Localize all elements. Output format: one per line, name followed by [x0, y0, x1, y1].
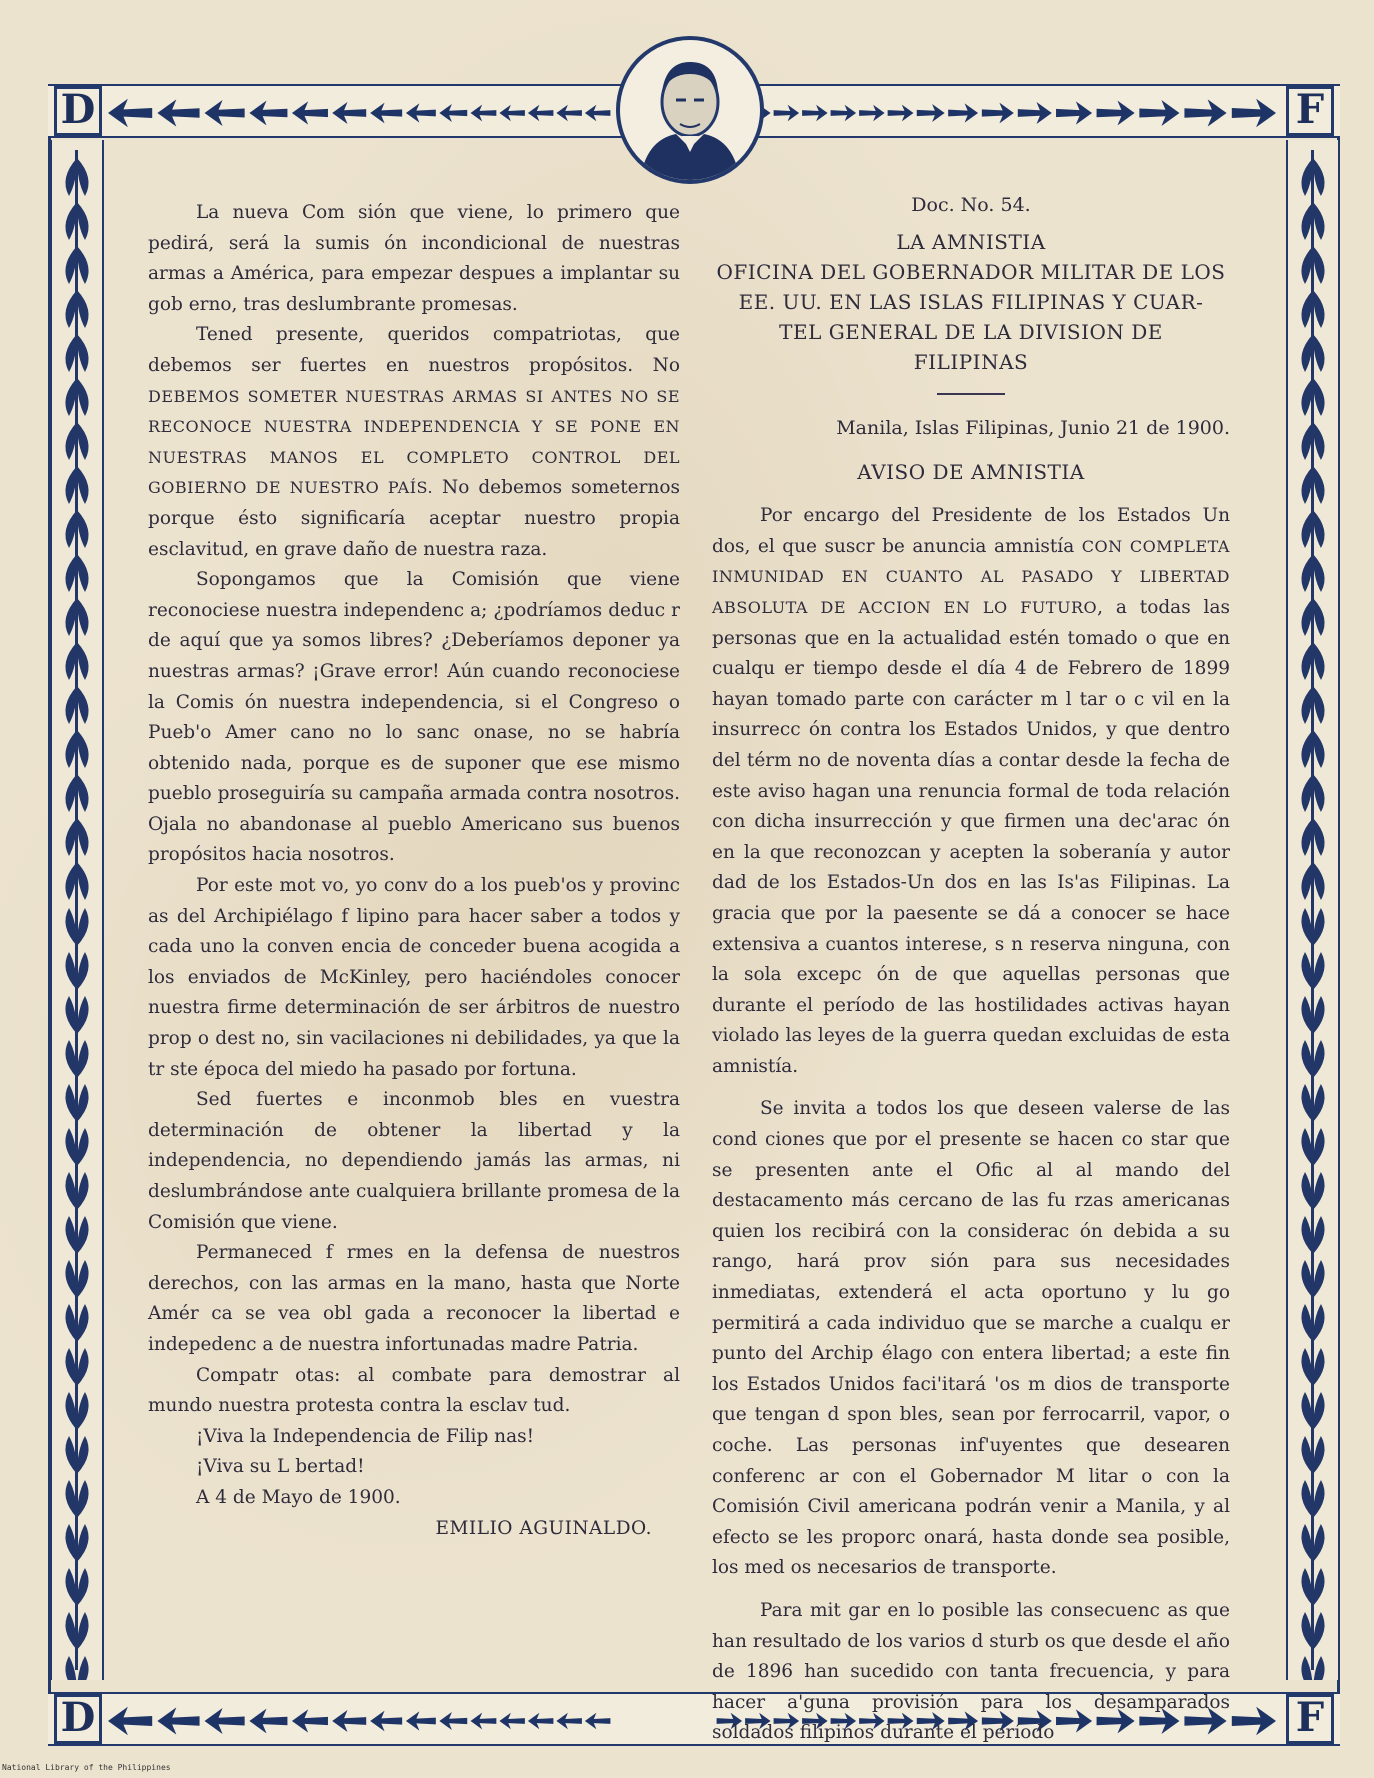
amnesty-notice-column — [712, 190, 1230, 1749]
notice-title: AVISO DE AMNISTIA — [857, 460, 1085, 485]
title-line-4: TEL GENERAL DE LA DIVISION DE — [779, 319, 1163, 344]
proclamation-paragraph-3: Sopongamos que la Comisión que viene reconociese nuestra independenc a; ¿podríamos deduc r de aquí que ya somos libres? ¿Deberíamos deponer ya nuestras armas? ¡Grave error! Aún cuando reconociese la Comis ón nuestra independencia, si el Congreso o Pueb'o Amer cano no lo sanc onase, no se habría obtenido nada, porque es de suponer que ese mismo pueblo proseguiría su campaña armada contra nosotros. Ojala no abandonase al pueblo Americano sus buenos propósitos hacia nosotros. — [148, 569, 680, 866]
corner-letter-top-left: D — [54, 86, 102, 136]
aguinaldo-proclamation-column — [148, 198, 680, 1544]
proclamation-paragraph-6: Permaneced f rmes en la defensa de nuestros derechos, con las armas en la mano, hasta que Norte Amér ca se vea obl gada a reconocer la libertad e indepedenc a de nuestra infortunadas madre Patria. — [148, 1242, 680, 1355]
corner-letter-bottom-right: F — [1286, 1694, 1334, 1744]
notice-paragraph-2: Se invita a todos los que deseen valerse de las cond ciones que por el presente se hacen co star que se presenten ante el Ofic al al mando del destacamento más cercano de las fu rzas americanas quien los recibirá con la considerac ón debida a su rango, hará prov sión para sus necesidades inmediatas, extenderá el acta oportuno y lu go permitirá a cada individuo que se marche a cualqu er punto del Archip élago con entera libertad; a este fin los Estados Unidos faci'itará 'os m dios de transporte que tengan d spon bles, sean por ferrocarril, vapor, o coche. Las personas inf'uyentes que desearen conferenc ar con el Gobernador M litar o con la Comisión Civil americana podrán venir a Manila, y al efecto se les proporc onará, hasta donde sea posible, los med os necesarios de transporte. — [712, 1098, 1230, 1579]
notice-paragraph-1 — [712, 501, 1230, 1082]
corner-letter-top-right: F — [1286, 86, 1334, 136]
proclamation-caps-text: DEBEMOS SOMETER NUESTRAS ARMAS SI ANTES NO SE RECONOCE NUESTRA INDEPENDENCIA Y SE PONE EN NUESTRAS MANOS EL COMPLETO CONTROL DEL GOBIERNO DE NUESTRO PAÍS. — [148, 386, 680, 498]
left-vine-border — [50, 140, 104, 1680]
notice-paragraph-1-caps: CON COMPLETA INMUNIDAD EN CUANTO AL PASADO Y LIBERTAD ABSOLUTA DE ACCION EN LO FUTURO — [712, 536, 1230, 617]
right-leaf-ornaments — [1288, 140, 1338, 1680]
proclamation-caps-continuation: No debemos someternos porque ésto significaría aceptar nuestro propia esclavitud, en grave daño de nuestra raza. — [148, 477, 680, 560]
title-line-2: OFICINA DEL GOBERNADOR MILITAR DE LOS — [716, 259, 1226, 284]
library-footer: National Library of the Philippines — [2, 1763, 171, 1772]
proclamation-paragraph-2 — [148, 320, 680, 565]
notice-paragraph-3: Para mit gar en lo posible las consecuenc as que han resultado de los varios d sturb os que desde el año de 1896 han sucedido con tanta frecuencia, y para hacer a'guna provisión para los desamparados soldados filipinos durante el período — [712, 1599, 1230, 1744]
proclamation-date: A 4 de Mayo de 1900. — [196, 1486, 401, 1508]
signature: EMILIO AGUINALDO. — [435, 1517, 652, 1539]
notice-paragraph-1-start: Por encargo del Presidente de los Estados Un dos, el que suscr be anuncia amnistía — [712, 505, 1230, 557]
left-leaf-ornaments — [52, 140, 102, 1680]
proclamation-paragraph-7: Compatr otas: al combate para demostrar al mundo nuestra protesta contra la esclav tud. — [148, 1364, 680, 1417]
title-line-5: FILIPINAS — [913, 349, 1029, 374]
portrait-medallion-icon — [616, 36, 764, 184]
viva-line-1: ¡Viva la Independencia de Filip nas! — [196, 1425, 535, 1447]
doc-number: Doc. No. 54. — [911, 194, 1031, 216]
notice-paragraph-1-end: , a todas las personas que en la actualidad estén tomado o que en cualqu er tiempo desde el día 4 de Febrero de 1899 hayan tomado parte con carácter m l tar o c vil en la insurrecc ón contra los Estados Unidos, y que dentro del térm no de noventa días a contar desde la fecha de este aviso hagan una renuncia formal de toda relación con dicha insurrección y que firmen una dec'arac ón en la que reconozcan y acepten la soberanía y autor dad de los Estados-Un dos en las Is'as Filipinas. La gracia que por la paesente se dá a conocer se hace extensiva a cuantos interese, s n reserva ninguna, con la sola excepc ón de que aquellas personas que durante el período de las hostilidades activas hayan violado las leyes de la guerra quedan excluidas de esta amnistía. — [712, 596, 1230, 1077]
title-line-3: EE. UU. EN LAS ISLAS FILIPINAS Y CUAR- — [738, 289, 1204, 314]
title-rule — [937, 393, 1005, 395]
proclamation-paragraph-1: La nueva Com sión que viene, lo primero que pedirá, será la sumis ón incondicional de nuestras armas a América, para empezar despues a implantar su gob erno, tras deslumbrante promesas. — [148, 202, 680, 315]
place-and-date: Manila, Islas Filipinas, Junio 21 de 1900. — [836, 416, 1230, 439]
proclamation-paragraph-2-text: Tened presente, queridos compatriotas, que debemos ser fuertes en nuestros propósitos. No — [148, 324, 680, 376]
viva-line-2: ¡Viva su L bertad! — [196, 1456, 365, 1478]
proclamation-paragraph-4: Por este mot vo, yo conv do a los pueb'os y provinc as del Archipiélago f lipino para hacer saber a todos y cada uno la conven encia de conceder buena acogida a los enviados de McKinley, pero haciéndoles conocer nuestra firme determinación de ser árbitros de nuestro prop o dest no, sin vacilaciones ni debilidades, ya que la tr ste época del miedo ha pasado por fortuna. — [148, 875, 680, 1080]
corner-letter-bottom-left: D — [54, 1694, 102, 1744]
proclamation-paragraph-5: Sed fuertes e inconmob bles en vuestra determinación de obtener la libertad y la independencia, no dependiendo jamás las armas, ni deslumbrándose ante cualquiera brillante promesa de la Comisión que viene. — [148, 1089, 680, 1233]
title-line-1: LA AMNISTIA — [896, 229, 1046, 254]
right-vine-border — [1286, 140, 1340, 1680]
